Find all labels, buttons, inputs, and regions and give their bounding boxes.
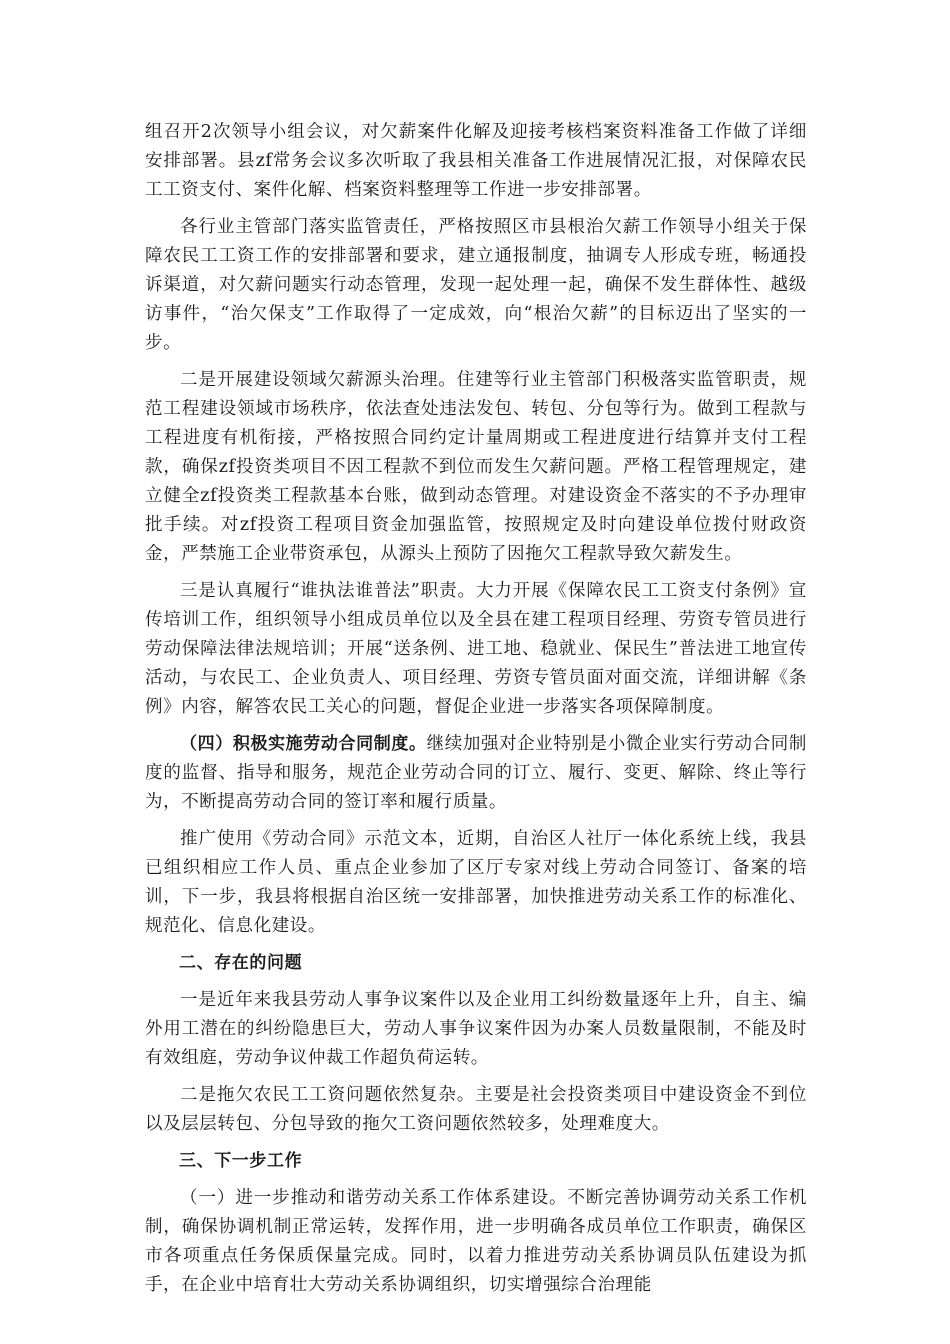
paragraph: 三是认真履行“谁执法谁普法”职责。大力开展《保障农民工工资支付条例》宣传培训工作，组织领导小组成员单位以及全县在建工程项目经理、劳资专管员进行劳动保障法律法规培训；开展“送条例、进工地、稳就业、保民生”普法进工地宣传活动，与农民工、企业负责人、项目经理、劳资专管员面对面交流，详细讲解《条例》内容，解答农民工关心的问题，督促企业进一步落实各项保障制度。: [145, 581, 807, 717]
section-heading: 三、下一步工作: [179, 1151, 303, 1171]
paragraph: 二是开展建设领域欠薪源头治理。住建等行业主管部门积极落实监管职责，规范工程建设领域市场秩序，依法查处违法发包、转包、分包等行为。做到工程款与工程进度有机衔接，严格按照合同约定计量周期或工程进度进行结算并支付工程款，确保zf投资类项目不因工程款不到位而发生欠薪问题。严格工程管理规定，建立健全zf投资类工程款基本台账，做到动态管理。对建设资金不落实的不予办理审批手续。对zf投资工程项目资金加强监管，按照规定及时向建设单位拨付财政资金，严禁施工企业带资承包，从源头上预防了因拖欠工程款导致欠薪发生。: [145, 370, 807, 564]
document-body: [145, 118, 807, 1308]
section-heading: 二、存在的问题: [179, 953, 303, 973]
paragraph: （一）进一步推动和谐劳动关系工作体系建设。不断完善协调劳动关系工作机制，确保协调机制正常运转，发挥作用，进一步明确各成员单位工作职责，确保区市各项重点任务保质保量完成。同时，以着力推进劳动关系协调员队伍建设为抓手，在企业中培育壮大劳动关系协调组织，切实增强综合治理能: [145, 1188, 807, 1295]
paragraph: 推广使用《劳动合同》示范文本，近期，自治区人社厅一体化系统上线，我县已组织相应工作人员、重点企业参加了区厅专家对线上劳动合同签订、备案的培训，下一步，我县将根据自治区统一安排部署，加快推进劳动关系工作的标准化、规范化、信息化建设。: [145, 829, 807, 936]
paragraph: 一是近年来我县劳动人事争议案件以及企业用工纠纷数量逐年上升，自主、编外用工潜在的纠纷隐患巨大，劳动人事争议案件因为办案人员数量限制，不能及时有效组庭，劳动争议仲裁工作超负荷运转。: [145, 990, 807, 1068]
paragraph-text: 继续加强对企业特别是小微企业实行劳动合同制度的监督、指导和服务，规范企业劳动合同的订立、履行、变更、解除、终止等行为，不断提高劳动合同的签订率和履行质量。: [145, 734, 807, 812]
paragraph-lead: （四）积极实施劳动合同制度。: [180, 734, 427, 754]
paragraph: 二是拖欠农民工工资问题依然复杂。主要是社会投资类项目中建设资金不到位以及层层转包、分包导致的拖欠工资问题依然较多，处理难度大。: [145, 1085, 807, 1134]
paragraph-with-lead: [145, 730, 807, 817]
paragraph: 组召开2次领导小组会议，对欠薪案件化解及迎接考核档案资料准备工作做了详细安排部署。县zf常务会议多次听取了我县相关准备工作进展情况汇报，对保障农民工工资支付、案件化解、档案资料整理等工作进一步安排部署。: [145, 122, 807, 200]
paragraph: 各行业主管部门落实监管责任，严格按照区市县根治欠薪工作领导小组关于保障农民工工资工作的安排部署和要求，建立通报制度，抽调专人形成专班，畅通投诉渠道，对欠薪问题实行动态管理，发现一起处理一起，确保不发生群体性、越级访事件，“治欠保支”工作取得了一定成效，向“根治欠薪”的目标迈出了坚实的一步。: [145, 217, 807, 353]
